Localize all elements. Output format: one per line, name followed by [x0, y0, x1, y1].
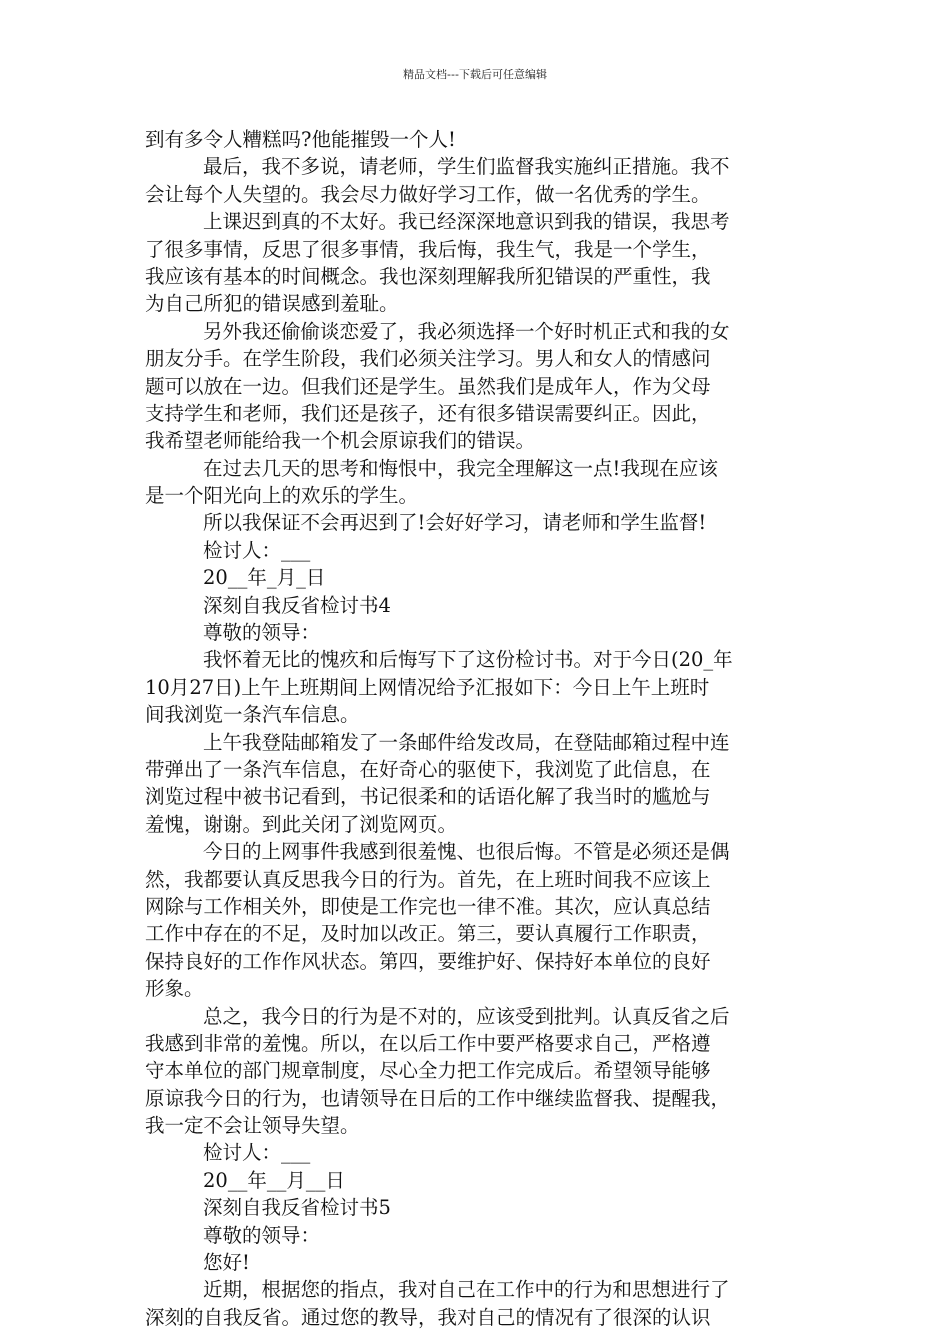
text-line: 间我浏览一条汽车信息。	[145, 703, 360, 727]
text-line: 在过去几天的思考和悔恨中，我完全理解这一点!我现在应该	[203, 456, 718, 480]
text-line: 守本单位的部门规章制度，尽心全力把工作完成后。希望领导能够	[145, 1059, 711, 1083]
text-line: 题可以放在一边。但我们还是学生。虽然我们是成年人，作为父母	[145, 374, 711, 398]
page-header-watermark: 精品文档---下载后可任意编辑	[403, 68, 547, 81]
text-line: 尊敬的领导：	[203, 621, 321, 645]
text-line: 另外我还偷偷谈恋爱了，我必须选择一个好时机正式和我的女	[203, 319, 730, 343]
text-line: 检讨人：___	[203, 538, 311, 562]
text-line: 总之，我今日的行为是不对的，应该受到批判。认真反省之后	[203, 1004, 730, 1028]
text-line: 我怀着无比的愧疚和后悔写下了这份检讨书。对于今日(20_年	[203, 648, 733, 672]
text-line: 保持良好的工作作风状态。第四，要维护好、保持好本单位的良好	[145, 949, 711, 973]
text-line: 支持学生和老师，我们还是孩子，还有很多错误需要纠正。因此，	[145, 401, 711, 425]
text-line: 尊敬的领导：	[203, 1223, 321, 1247]
text-line: 工作中存在的不足，及时加以改正。第三，要认真履行工作职责，	[145, 922, 711, 946]
text-line: 近期，根据您的指点，我对自己在工作中的行为和思想进行了	[203, 1278, 730, 1302]
document-body	[145, 126, 815, 1331]
text-line: 了很多事情，反思了很多事情，我后悔，我生气，我是一个学生，	[145, 237, 711, 261]
text-line: 然，我都要认真反思我今日的行为。首先，在上班时间我不应该上	[145, 867, 711, 891]
text-line: 我一定不会让领导失望。	[145, 1114, 360, 1138]
text-line: 深刻自我反省检讨书4	[203, 593, 391, 617]
text-line: 形象。	[145, 977, 204, 1001]
text-line: 浏览过程中被书记看到，书记很柔和的话语化解了我当时的尴尬与	[145, 785, 711, 809]
text-line: 会让每个人失望的。我会尽力做好学习工作，做一名优秀的学生。	[145, 182, 711, 206]
text-line: 深刻的自我反省。通过您的教导，我对自己的情况有了很深的认识	[145, 1305, 711, 1329]
text-line: 网除与工作相关外，即使是工作完也一律不准。其次，应认真总结	[145, 894, 711, 918]
text-line: 所以我保证不会再迟到了!会好好学习，请老师和学生监督!	[203, 511, 707, 535]
text-line: 我感到非常的羞愧。所以，在以后工作中要严格要求自己，严格遵	[145, 1031, 711, 1055]
text-line: 最后，我不多说，请老师，学生们监督我实施纠正措施。我不	[203, 155, 730, 179]
text-line: 上午我登陆邮箱发了一条邮件给发改局，在登陆邮箱过程中连	[203, 730, 730, 754]
text-line: 到有多令人糟糕吗?他能摧毁一个人!	[145, 128, 456, 151]
text-line: 您好!	[203, 1251, 250, 1275]
text-line: 20__年_月_日	[203, 566, 326, 590]
text-line: 为自己所犯的错误感到羞耻。	[145, 292, 399, 316]
text-line: 上课迟到真的不太好。我已经深深地意识到我的错误，我思考	[203, 210, 730, 234]
text-line: 20__年__月__日	[203, 1168, 345, 1192]
text-line: 今日的上网事件我感到很羞愧、也很后悔。不管是必须还是偶	[203, 840, 730, 864]
text-line: 我希望老师能给我一个机会原谅我们的错误。	[145, 429, 536, 453]
text-line: 检讨人：___	[203, 1141, 311, 1165]
text-line: 我应该有基本的时间概念。我也深刻理解我所犯错误的严重性，我	[145, 264, 711, 288]
text-line: 羞愧，谢谢。到此关闭了浏览网页。	[145, 812, 458, 836]
text-line: 深刻自我反省检讨书5	[203, 1196, 391, 1220]
text-line: 原谅我今日的行为，也请领导在日后的工作中继续监督我、提醒我，	[145, 1086, 731, 1110]
text-line: 是一个阳光向上的欢乐的学生。	[145, 484, 419, 508]
text-line: 带弹出了一条汽车信息，在好奇心的驱使下，我浏览了此信息，在	[145, 757, 711, 781]
text-line: 朋友分手。在学生阶段，我们必须关注学习。男人和女人的情感问	[145, 347, 711, 371]
text-line: 10月27日)上午上班期间上网情况给予汇报如下：今日上午上班时	[145, 675, 710, 699]
